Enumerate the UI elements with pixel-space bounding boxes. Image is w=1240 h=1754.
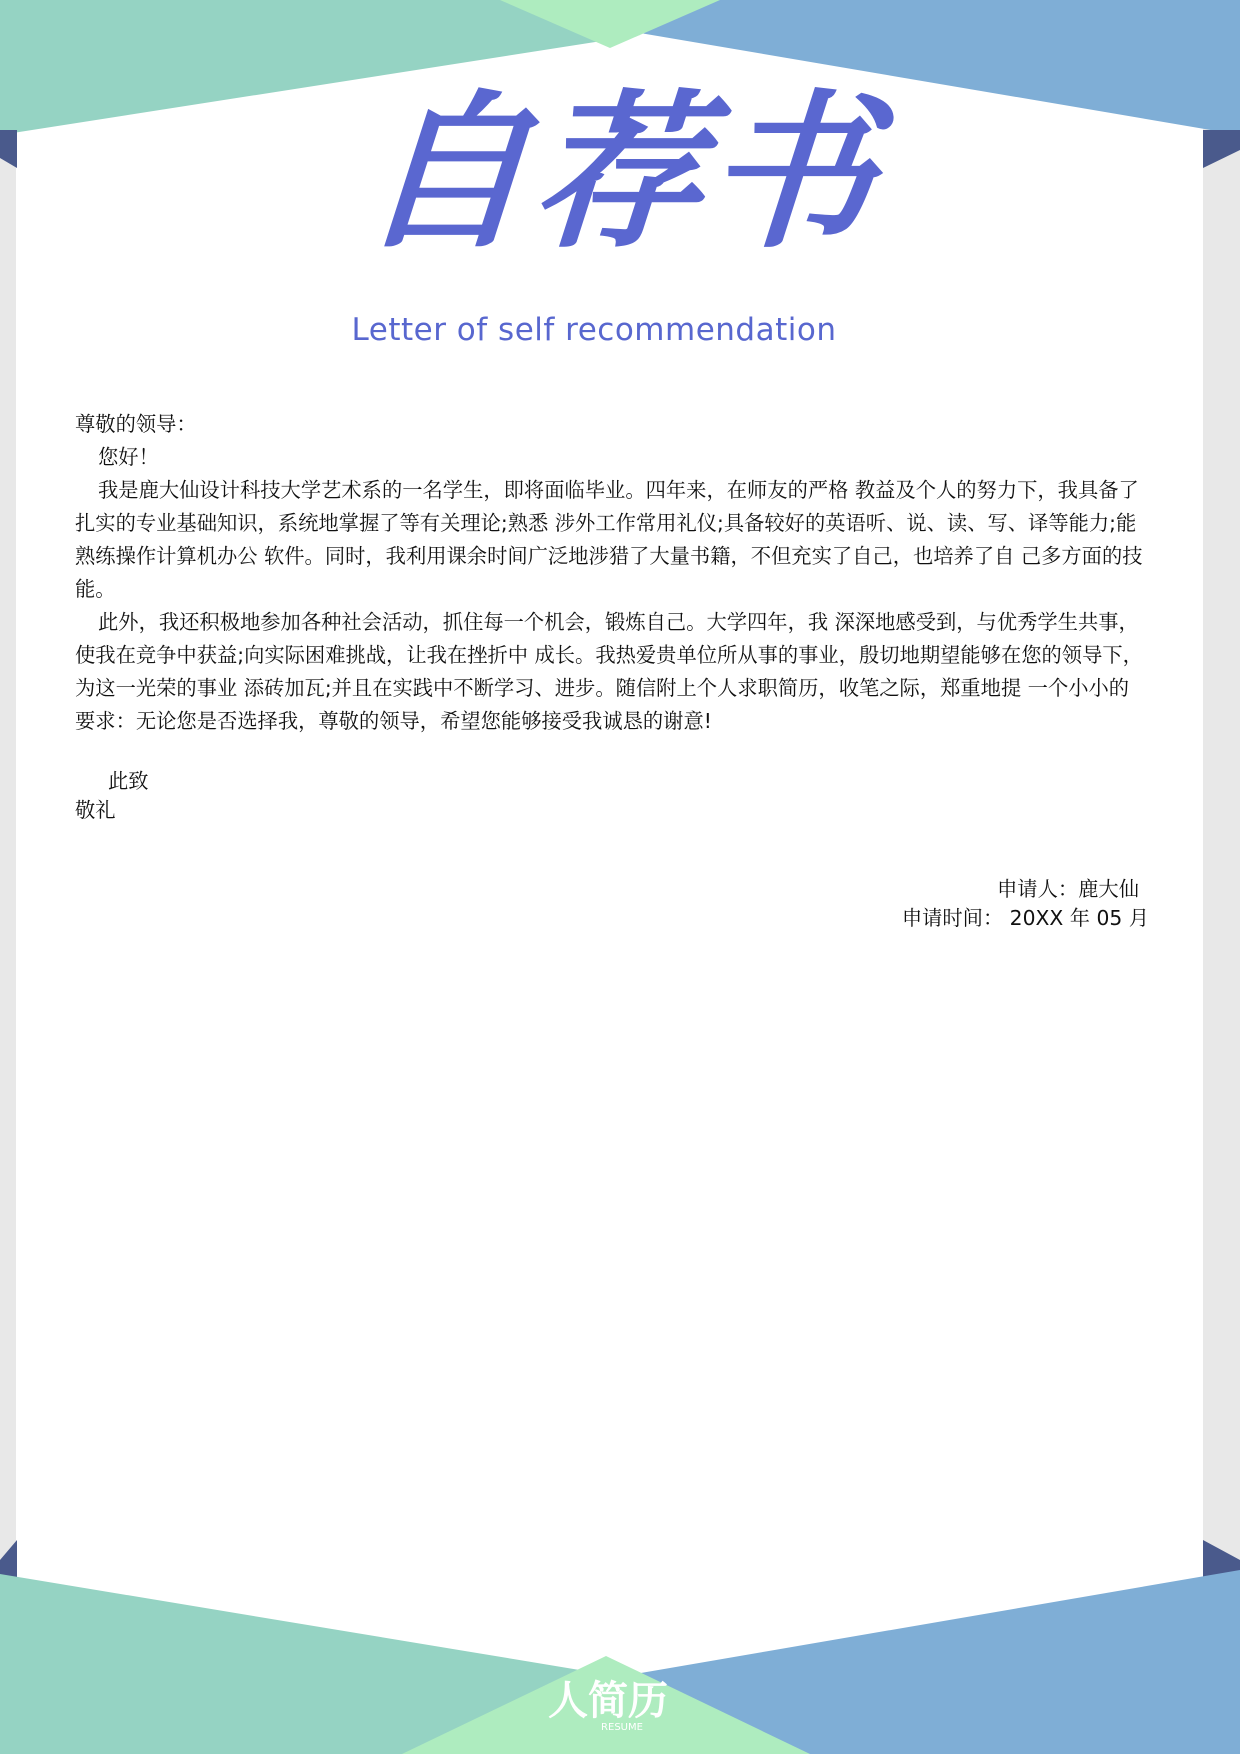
bottom-left-fold [0, 1540, 17, 1578]
salutation: 尊敬的领导： [75, 412, 197, 436]
brand-logo [548, 1666, 668, 1738]
page-title: 自荐书 [355, 73, 885, 271]
paragraph-1: 我是鹿大仙设计科技大学艺术系的一名学生，即将面临毕业。四年来，在师友的严格 教益及个人的努力下，我具备了扎实的专业基础知识，系统地掌握了等有关理论;熟悉 涉外工作常用礼仪;具备较好的英语听、说、读、写、译等能力;能熟练操作计算机办公 软件。同时，我利用课余时间广泛地涉猎了大量书籍，不但充实了自己，也培养了自 己多方面的技能。 [75, 478, 1143, 601]
paragraph-2: 此外，我还积极地参加各种社会活动，抓住每一个机会，锻炼自己。大学四年，我 深深地感受到，与优秀学生共事，使我在竞争中获益;向实际困难挑战，让我在挫折中 成长。我热爱贵单位所从事的事业，殷切地期望能够在您的领导下，为这一光荣的事业 添砖加瓦;并且在实践中不断学习、进步。随信附上个人求职简历，收笔之际，郑重地提 一个小小的要求：无论您是否选择我，尊敬的领导，希望您能够接受我诚恳的谢意! [75, 610, 1143, 733]
signature-block [902, 875, 1149, 933]
closing [75, 767, 149, 825]
brand-logo-text: 人简历 [548, 1678, 668, 1724]
letter-body [75, 408, 1149, 738]
page-subtitle: Letter of self recommendation [351, 312, 837, 348]
application-date: 申请时间： 20XX 年 05 月 [901, 906, 1149, 930]
greeting: 您好！ [98, 445, 159, 469]
applicant-name: 申请人：鹿大仙 [997, 877, 1139, 901]
closing-line-1: 此致 [108, 769, 149, 793]
closing-line-2: 敬礼 [75, 798, 116, 822]
brand-logo-subtext: RESUME [601, 1722, 643, 1733]
